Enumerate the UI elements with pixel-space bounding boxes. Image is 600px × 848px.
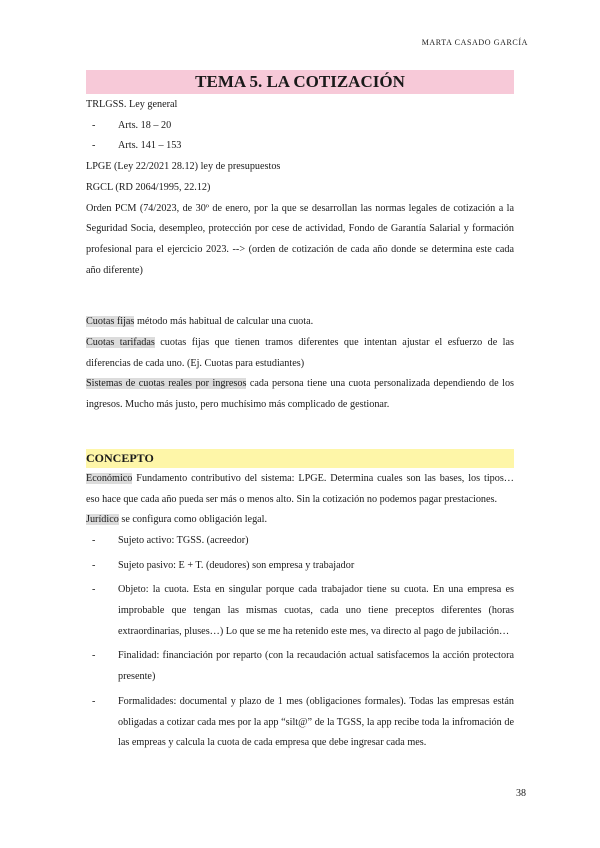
highlighted-term: Cuotas fijas — [86, 316, 135, 328]
definition-text: se configura como obligación legal. — [118, 514, 268, 526]
highlighted-term: Jurídico — [86, 514, 119, 526]
list-item-text: Objeto: la cuota. Esta en singular porque cada trabajador tiene su cuota. En una empresa es improbable que tengan las mismas cuotas, cada uno tiene preceptos diferentes (horas extraordinarias, pluses…) Lo que se me ha retenido este mes, va directo al pago de jubilación… — [118, 584, 514, 637]
orden-paragraph: Orden PCM (74/2023, de 30º de enero, por la que se desarrollan las normas legales de cotización a la Seguridad Socia, desempleo, protección por cese de actividad, Fondo de Garantía Salarial y formación profesional para el ejercicio 2023. --> (orden de cotización de cada año donde se determina este cada año diferente) — [86, 202, 514, 276]
list-item — [86, 646, 514, 687]
arts-line: Arts. 18 – 20 — [118, 119, 172, 131]
section-heading-concepto: CONCEPTO — [86, 449, 514, 468]
definition-text: cada persona tiene una cuota personalizada dependiendo de los ingresos. Mucho más justo, pero muchísimo más complicado de gestionar. — [86, 378, 515, 411]
highlighted-term: Económico — [86, 472, 133, 484]
juridico-paragraph — [86, 510, 514, 531]
dash-bullet: - — [92, 650, 96, 662]
dash-bullet: - — [92, 534, 96, 546]
cuotas-reales-paragraph — [86, 374, 514, 415]
list-item — [86, 580, 514, 642]
dash-bullet: - — [92, 119, 96, 131]
list-item — [86, 116, 514, 137]
cuotas-tarifadas-paragraph — [86, 333, 514, 374]
cuotas-fijas-paragraph — [86, 312, 514, 333]
dash-bullet: - — [92, 584, 96, 596]
list-item-text: Formalidades: documental y plazo de 1 mes (obligaciones formales). Todas las empresas están obligadas a cotizar cada mes por la app “silt@” de la TGSS, la app recibe toda la infromación de las empreas y calcula la cuota de cada empresa que debe ingresar cada mes. — [118, 695, 514, 749]
definition-text: método más habitual de calcular una cuota. — [134, 316, 314, 328]
list-item-text: Sujeto pasivo: E + T. (deudores) son empresa y trabajador — [118, 559, 355, 571]
list-item-text: Sujeto activo: TGSS. (acreedor) — [118, 534, 249, 546]
list-item — [86, 531, 514, 552]
list-item — [86, 692, 514, 754]
list-item-text: Finalidad: financiación por reparto (con la recaudación actual satisfacemos la acción protectora presente) — [118, 650, 514, 683]
author-header: MARTA CASADO GARCÍA — [421, 38, 528, 47]
definition-text: cuotas fijas que tienen tramos diferentes que intentan ajustar el esfuerzo de las diferencias de cada uno. (Ej. Cuotas para estudiantes) — [86, 337, 514, 369]
dash-bullet: - — [92, 559, 96, 571]
economico-paragraph — [86, 469, 514, 510]
page-title: TEMA 5. LA COTIZACIÓN — [86, 70, 514, 94]
dash-bullet: - — [92, 695, 96, 707]
highlighted-term: Sistemas de cuotas reales por ingresos — [86, 378, 247, 390]
lpge-line: LPGE (Ley 22/2021 28.12) ley de presupuestos — [86, 161, 281, 173]
highlighted-term: Cuotas tarifadas — [86, 337, 155, 349]
page-number: 38 — [516, 788, 526, 799]
list-item — [86, 136, 514, 157]
rgcl-line: RGCL (RD 2064/1995, 22.12) — [86, 181, 211, 193]
definition-text: Fundamento contributivo del sistema: LPGE. Determina cuales son las bases, los tipos… eso hace que cada año pueda ser más o menos alto. Sin la cotización no podemos pagar prestaciones. — [86, 472, 514, 505]
document-body — [86, 95, 514, 754]
list-item — [86, 556, 514, 577]
arts-line: Arts. 141 – 153 — [118, 140, 182, 152]
trlgss-line: TRLGSS. Ley general — [86, 99, 178, 110]
concepto-list — [86, 531, 514, 754]
dash-bullet: - — [92, 140, 96, 152]
